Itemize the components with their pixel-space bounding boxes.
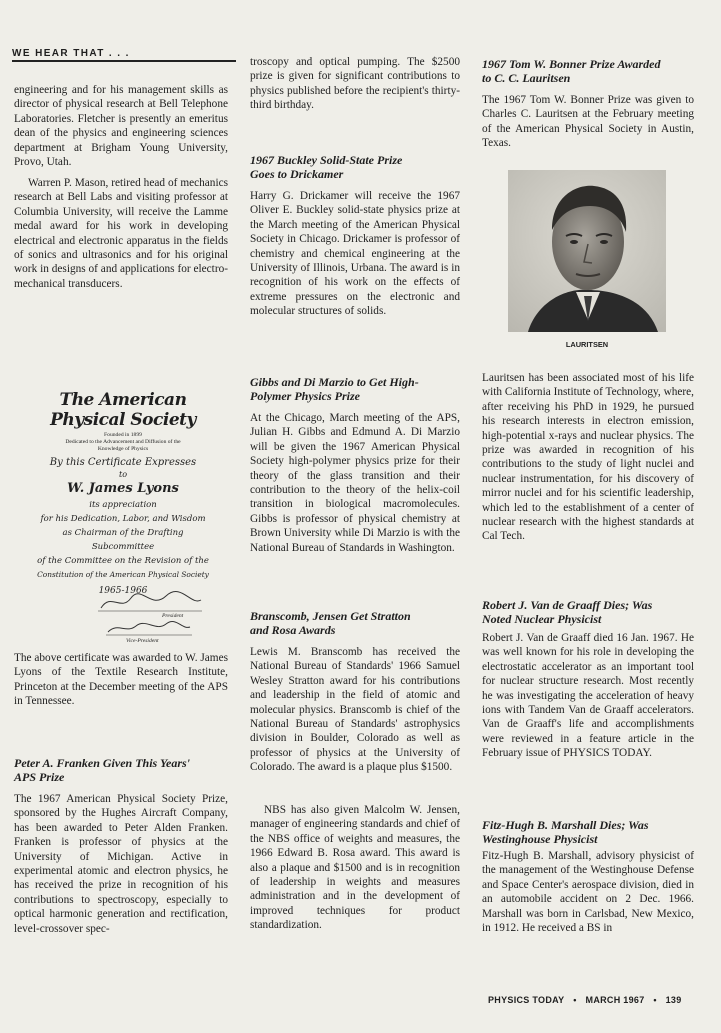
franken-heading: Peter A. Franken Given This Years' APS Prize <box>14 756 191 784</box>
certificate-society: The American Physical Society <box>50 390 196 430</box>
certificate-caption: The above certificate was awarded to W. James Lyons of the Textile Research Institute, Princeton at the December meeting of the APS in Tennessee. <box>14 652 228 708</box>
branscomb-paragraph-1: Lewis M. Branscomb has received the National Bureau of Standards' 1966 Samuel Wesley Stratton award for his contributions and leadership in the field of atomic and molecular physics. Branscomb is chief of the National Bureau of Standards' astrophysics division in Boulder, Colorado as well as professor of physics at the University of Colorado. The award is a plaque plus $1500. <box>250 646 460 774</box>
lauritsen-photo <box>508 170 666 332</box>
bonner-paragraph: The 1967 Tom W. Bonner Prize was given to Charles C. Lauritsen at the February meeting of the American Physical Society in Austin, Texas. <box>482 94 694 150</box>
certificate-line-5: as Chairman of the Drafting Subcommittee <box>62 528 184 552</box>
page-footer <box>488 995 688 1005</box>
certificate-line-1: By this Certificate Expresses <box>49 457 197 468</box>
certificate-line-3: its appreciation <box>89 500 157 510</box>
vandegraaff-paragraph: Robert J. Van de Graaff died 16 Jan. 1967. He was well known for his role in developing the electrostatic accelerator as an important tool for nuclear structure research. Most recently he was investigating the acceleration of heavy ions with Tandem Van de Graaff accelerators. Van de Graaff's life and accomplishments were reviewed in a feature article in the February issue of PHYSICS TODAY. <box>482 632 694 760</box>
certificate-founded: Founded in 1899 <box>104 432 142 438</box>
section-rule <box>12 60 236 62</box>
gibbs-heading: Gibbs and Di Marzio to Get High-Polymer Physics Prize <box>250 375 419 403</box>
certificate-recipient: W. James Lyons <box>67 481 179 496</box>
signature-vice-president <box>104 618 194 638</box>
certificate-years: 1965-1966 <box>98 586 148 596</box>
franken-paragraph: The 1967 American Physical Society Prize, sponsored by the Hughes Aircraft Company, has been awarded to Peter Alden Franken. Franken is professor of physics at the University of Michigan. Active in experimental atomic and electron physics, he has received the prize in recognition of his contributions to spectroscopy, especially to optical harmonic generation and rectification, level-crossover spec- <box>14 793 228 935</box>
vandegraaff-heading: Robert J. Van de Graaff Dies; Was Noted Nuclear Physicist <box>482 598 653 626</box>
certificate-line-7: Constitution of the American Physical Society <box>37 570 209 579</box>
buckley-heading: 1967 Buckley Solid-State Prize Goes to Drickamer <box>250 153 403 181</box>
certificate-sig2-title: Vice-President <box>126 638 159 644</box>
footer-bullet-1: • <box>573 995 577 1005</box>
certificate-line-4: for his Dedication, Labor, and Wisdom <box>40 514 206 524</box>
certificate-dedicated: Dedicated to the Advancement and Diffusion of the Knowledge of Physics <box>65 439 181 452</box>
gibbs-paragraph: At the Chicago, March meeting of the APS, Julian H. Gibbs and Edmund A. Di Marzio will be given the 1967 American Physical Society high-polymer physics prize for their theory of the glass transition and their contribution to the theory of the helix-coil transition in biological macromolecules. Gibbs is professor of physical chemistry at Brown University while Di Marzio is with the National Bureau of Standards in Washington. <box>250 412 460 554</box>
certificate-sig1-title: President <box>162 613 184 619</box>
footer-date: MARCH 1967 <box>585 995 645 1005</box>
fletcher-paragraph: engineering and for his management skills as director of physical research at Bell Telephone Laboratories. Fletcher is presently an emeritus dean of the physics and engineering sciences department at Brigham Young University, Provo, Utah. <box>14 84 228 169</box>
branscomb-heading: Branscomb, Jensen Get Stratton and Rosa Awards <box>250 609 411 637</box>
portrait-illustration <box>508 170 666 332</box>
bonner-heading: 1967 Tom W. Bonner Prize Awarded to C. C. Lauritsen <box>482 57 661 85</box>
footer-page-number: 139 <box>665 995 682 1005</box>
marshall-heading: Fitz-Hugh B. Marshall Dies; Was Westinghouse Physicist <box>482 818 649 846</box>
certificate-line-2: to <box>118 470 128 479</box>
photo-caption: LAURITSEN <box>565 340 609 349</box>
section-label: WE HEAR THAT . . . <box>12 48 130 59</box>
lauritsen-paragraph: Lauritsen has been associated most of his life with California Institute of Technology, where, after receiving his PhD in 1929, he pursued his research interests in electron emission, high-potential x-rays and nuclear physics. The prize was awarded in recognition of his contributions to the study of light nuclei and nuclear instrumentation, for his discovery of mirror nuclei and for his scientific leadership, which led to the establishment of a center of nuclear research with the highest standards at Cal Tech. <box>482 372 694 543</box>
signature-president <box>96 590 206 614</box>
certificate-image <box>30 386 216 648</box>
marshall-paragraph: Fitz-Hugh B. Marshall, advisory physicist of the management of the Westinghouse Defense and Space Center's aerospace division, died in an automobile accident on 2 Dec. 1966. Marshall was born in Carlsbad, New Mexico, in 1912. He received a BS in <box>482 850 694 935</box>
branscomb-paragraph-2: NBS has also given Malcolm W. Jensen, manager of engineering standards and chief of the NBS office of weights and measures, the 1966 Edward B. Rosa award. This award is also a plaque and $1500 and is in recognition of leadership in weights and measures administration and in the development of improved techniques for product standardization. <box>250 804 460 932</box>
certificate-line-6: of the Committee on the Revision of the <box>37 556 209 566</box>
footer-bullet-2: • <box>653 995 657 1005</box>
mason-paragraph: Warren P. Mason, retired head of mechanics research at Bell Labs and visiting professor at Columbia University, will receive the Lamme medal award for his work in developing electrical and electronic apparatus in the fields of sonics and ultrasonics and for his original work in designs of and applications for electro-mechanical transducers. <box>14 177 228 290</box>
buckley-paragraph: Harry G. Drickamer will receive the 1967 Oliver E. Buckley solid-state physics prize at the March meeting of the American Physical Society in Chicago. Drickamer is professor of chemistry and chemical engineering at the University of Illinois, Urbana. The award is in recognition of his work on the effects of extreme pressures on the electronic and molecular structures of solids. <box>250 190 460 318</box>
footer-journal: PHYSICS TODAY <box>488 995 565 1005</box>
franken-continued: troscopy and optical pumping. The $2500 prize is given for significant contributions to physics published before the recipient's thirty-third birthday. <box>250 56 460 112</box>
